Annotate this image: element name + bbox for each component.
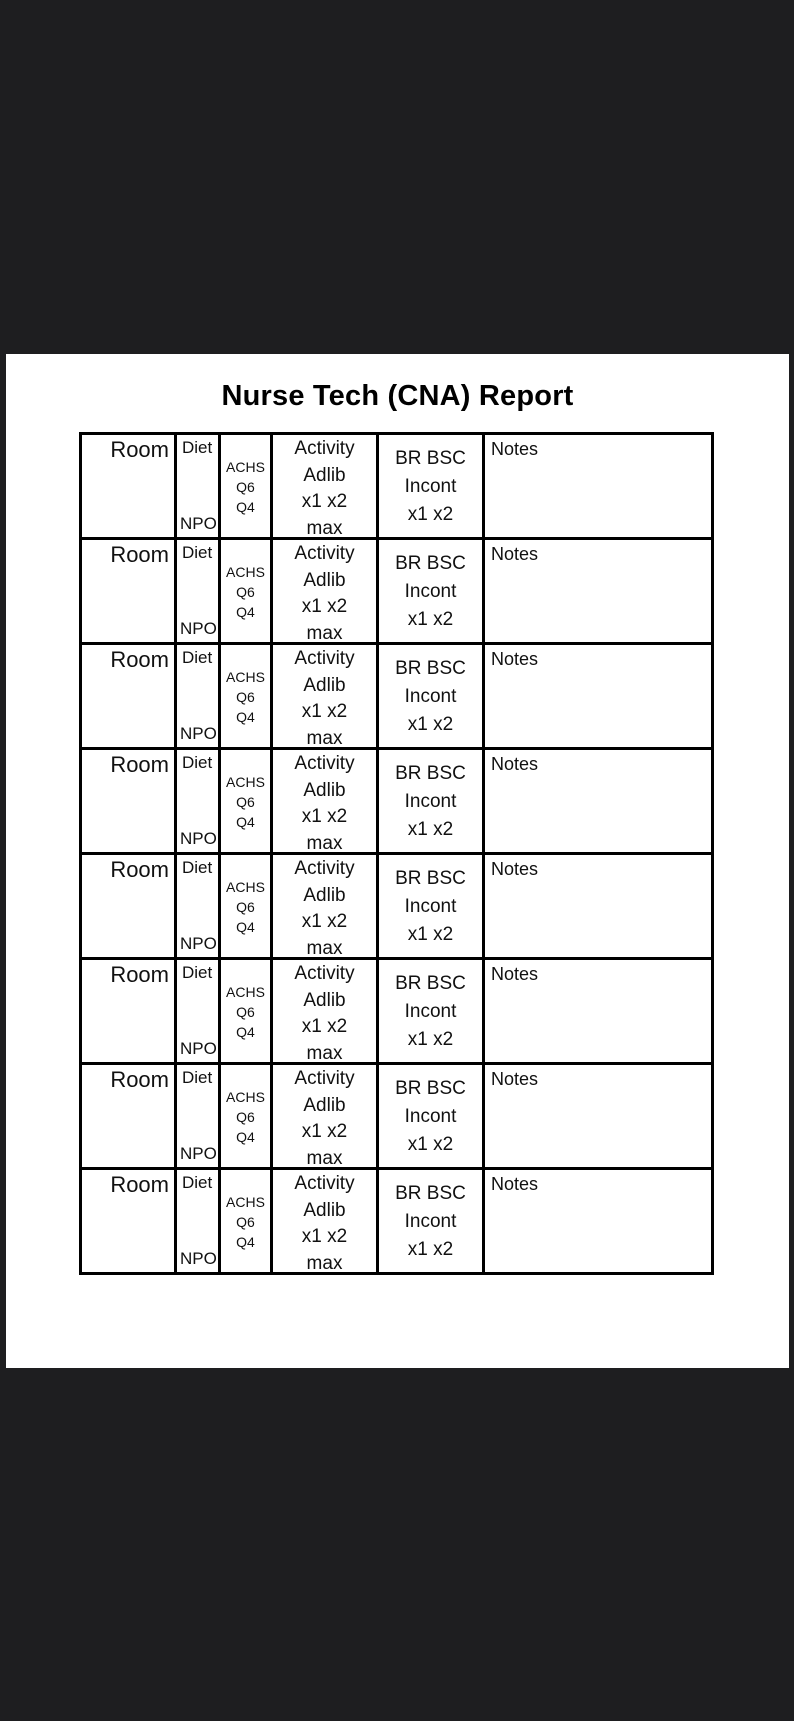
activity-option-assist: x1 x2 [301,1121,348,1142]
freq-option-q4: Q4 [236,499,255,515]
activity-cell[interactable] [272,854,378,959]
activity-cell[interactable] [272,434,378,539]
activity-heading: Activity [294,753,355,774]
diet-cell[interactable] [176,959,220,1064]
activity-heading: Activity [294,1173,355,1194]
elimination-option-incont: Incont [404,1106,457,1127]
activity-option-assist: x1 x2 [301,701,348,722]
activity-option-adlib: Adlib [303,884,346,906]
npo-label: NPO [180,829,217,848]
diet-label: Diet [182,963,213,982]
elimination-option-br-bsc: BR BSC [395,868,466,889]
room-label: Room [110,1067,169,1092]
activity-option-assist: x1 x2 [301,491,348,512]
elimination-cell[interactable] [378,434,484,539]
activity-option-adlib: Adlib [303,1094,346,1116]
elimination-option-incont: Incont [404,791,457,812]
activity-heading: Activity [294,543,355,564]
activity-option-max: max [306,832,343,854]
activity-cell[interactable] [272,959,378,1064]
notes-cell[interactable] [484,434,713,539]
table-row [81,434,713,539]
freq-option-q6: Q6 [236,1109,255,1125]
room-cell[interactable] [81,539,176,644]
frequency-cell[interactable] [220,1169,272,1274]
activity-cell[interactable] [272,644,378,749]
npo-label: NPO [180,1039,217,1058]
room-cell[interactable] [81,644,176,749]
frequency-cell[interactable] [220,644,272,749]
activity-option-adlib: Adlib [303,674,346,696]
elimination-cell[interactable] [378,854,484,959]
notes-cell[interactable] [484,749,713,854]
room-label: Room [110,857,169,882]
elimination-cell[interactable] [378,959,484,1064]
activity-option-max: max [306,1042,343,1064]
elimination-option-assist: x1 x2 [407,1029,454,1050]
freq-option-q6: Q6 [236,584,255,600]
activity-option-adlib: Adlib [303,464,346,486]
notes-label: Notes [491,964,539,984]
elimination-option-incont: Incont [404,581,457,602]
activity-option-assist: x1 x2 [301,1226,348,1247]
elimination-option-assist: x1 x2 [407,714,454,735]
room-label: Room [110,437,169,462]
diet-label: Diet [182,753,213,772]
table-row [81,644,713,749]
room-label: Room [110,1172,169,1197]
diet-cell[interactable] [176,749,220,854]
freq-option-achs: ACHS [226,879,265,895]
activity-option-adlib: Adlib [303,989,346,1011]
notes-label: Notes [491,754,539,774]
activity-cell[interactable] [272,749,378,854]
table-row [81,854,713,959]
npo-label: NPO [180,1144,217,1163]
room-cell[interactable] [81,749,176,854]
freq-option-achs: ACHS [226,564,265,580]
notes-label: Notes [491,1069,539,1089]
notes-label: Notes [491,1174,539,1194]
elimination-option-assist: x1 x2 [407,1134,454,1155]
elimination-cell[interactable] [378,644,484,749]
freq-option-q4: Q4 [236,1234,255,1250]
table-row [81,959,713,1064]
frequency-cell[interactable] [220,854,272,959]
freq-option-achs: ACHS [226,1089,265,1105]
elimination-option-br-bsc: BR BSC [395,448,466,469]
activity-option-adlib: Adlib [303,779,346,801]
activity-option-max: max [306,937,343,959]
table-row [81,539,713,644]
freq-option-achs: ACHS [226,459,265,475]
activity-cell[interactable] [272,1169,378,1274]
report-sheet [6,354,789,1368]
frequency-cell[interactable] [220,539,272,644]
freq-option-achs: ACHS [226,1194,265,1210]
freq-option-q4: Q4 [236,604,255,620]
elimination-cell[interactable] [378,749,484,854]
elimination-option-br-bsc: BR BSC [395,1078,466,1099]
notes-cell[interactable] [484,644,713,749]
diet-cell[interactable] [176,1064,220,1169]
diet-cell[interactable] [176,434,220,539]
room-label: Room [110,647,169,672]
activity-heading: Activity [294,1068,355,1089]
activity-option-max: max [306,622,343,644]
room-cell[interactable] [81,1064,176,1169]
room-label: Room [110,542,169,567]
diet-label: Diet [182,858,213,877]
activity-option-max: max [306,1147,343,1169]
activity-option-assist: x1 x2 [301,596,348,617]
room-cell[interactable] [81,854,176,959]
activity-option-adlib: Adlib [303,569,346,591]
elimination-option-incont: Incont [404,896,457,917]
npo-label: NPO [180,934,217,953]
diet-label: Diet [182,1068,213,1087]
freq-option-q6: Q6 [236,1004,255,1020]
npo-label: NPO [180,724,217,743]
diet-cell[interactable] [176,854,220,959]
elimination-option-assist: x1 x2 [407,924,454,945]
diet-cell[interactable] [176,1169,220,1274]
freq-option-q6: Q6 [236,899,255,915]
npo-label: NPO [180,1249,217,1268]
page-title: Nurse Tech (CNA) Report [221,380,574,412]
activity-heading: Activity [294,963,355,984]
activity-heading: Activity [294,858,355,879]
freq-option-achs: ACHS [226,669,265,685]
table-row [81,1064,713,1169]
elimination-option-assist: x1 x2 [407,819,454,840]
activity-option-assist: x1 x2 [301,806,348,827]
room-cell[interactable] [81,1169,176,1274]
activity-cell[interactable] [272,539,378,644]
elimination-option-br-bsc: BR BSC [395,1183,466,1204]
notes-cell[interactable] [484,959,713,1064]
table-row [81,749,713,854]
activity-option-max: max [306,1252,343,1274]
elimination-option-br-bsc: BR BSC [395,763,466,784]
frequency-cell[interactable] [220,1064,272,1169]
elimination-option-assist: x1 x2 [407,504,454,525]
elimination-option-incont: Incont [404,1211,457,1232]
elimination-option-br-bsc: BR BSC [395,658,466,679]
room-cell[interactable] [81,434,176,539]
notes-cell[interactable] [484,854,713,959]
notes-cell[interactable] [484,1064,713,1169]
diet-cell[interactable] [176,644,220,749]
table-row [81,1169,713,1274]
room-label: Room [110,752,169,777]
freq-option-q4: Q4 [236,1024,255,1040]
freq-option-q6: Q6 [236,479,255,495]
elimination-option-incont: Incont [404,476,457,497]
diet-label: Diet [182,543,213,562]
activity-option-assist: x1 x2 [301,911,348,932]
activity-option-adlib: Adlib [303,1199,346,1221]
freq-option-q4: Q4 [236,709,255,725]
notes-cell[interactable] [484,539,713,644]
activity-option-max: max [306,517,343,539]
frequency-cell[interactable] [220,749,272,854]
activity-heading: Activity [294,648,355,669]
diet-label: Diet [182,438,213,457]
frequency-cell[interactable] [220,959,272,1064]
freq-option-q6: Q6 [236,689,255,705]
room-cell[interactable] [81,959,176,1064]
notes-label: Notes [491,439,539,459]
freq-option-achs: ACHS [226,984,265,1000]
elimination-option-incont: Incont [404,1001,457,1022]
npo-label: NPO [180,619,217,638]
elimination-cell[interactable] [378,1064,484,1169]
diet-label: Diet [182,1173,213,1192]
elimination-cell[interactable] [378,1169,484,1274]
freq-option-q6: Q6 [236,794,255,810]
diet-label: Diet [182,648,213,667]
activity-option-max: max [306,727,343,749]
activity-heading: Activity [294,438,355,459]
elimination-option-br-bsc: BR BSC [395,973,466,994]
freq-option-q6: Q6 [236,1214,255,1230]
npo-label: NPO [180,514,217,533]
diet-cell[interactable] [176,539,220,644]
elimination-cell[interactable] [378,539,484,644]
notes-label: Notes [491,859,539,879]
notes-cell[interactable] [484,1169,713,1274]
elimination-option-incont: Incont [404,686,457,707]
elimination-option-assist: x1 x2 [407,1239,454,1260]
freq-option-q4: Q4 [236,1129,255,1145]
room-label: Room [110,962,169,987]
freq-option-q4: Q4 [236,814,255,830]
notes-label: Notes [491,649,539,669]
activity-option-assist: x1 x2 [301,1016,348,1037]
elimination-option-br-bsc: BR BSC [395,553,466,574]
frequency-cell[interactable] [220,434,272,539]
notes-label: Notes [491,544,539,564]
freq-option-q4: Q4 [236,919,255,935]
freq-option-achs: ACHS [226,774,265,790]
elimination-option-assist: x1 x2 [407,609,454,630]
report-table [79,432,714,1275]
activity-cell[interactable] [272,1064,378,1169]
